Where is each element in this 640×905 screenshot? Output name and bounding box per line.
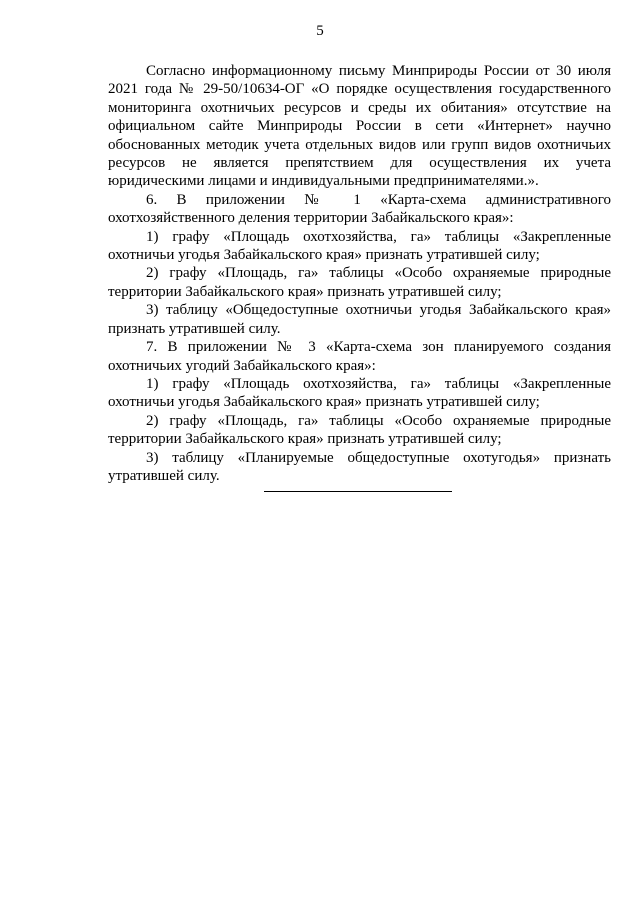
paragraph-item-7-sub-2: 2) графу «Площадь, га» таблицы «Особо охраняемые природные территории Забайкальского края» признать утратившей силу; [108,412,611,448]
paragraph-item-6-intro: 6. В приложении № 1 «Карта-схема административного охотхозяйственного деления территории Забайкальского края»: [108,191,611,227]
paragraph-item-6-sub-2: 2) графу «Площадь, га» таблицы «Особо охраняемые природные территории Забайкальского края» признать утратившей силу; [108,265,611,300]
paragraph-item-7-sub-3: 3) таблицу «Планируемые общедоступные охотугодья» признать утратившей силу. [108,449,611,484]
paragraph-item-6-sub-1: 1) графу «Площадь охотхозяйства, га» таблицы «Закрепленные охотничьи угодья Забайкальского края» признать утратившей силу; [108,228,611,264]
paragraph-monitoring-letter: Согласно информационному письму Минприроды России от 30 июля 2021 года № 29-50/10634-ОГ «О порядке осуществления государственного мониторинга охотничьих ресурсов и среды их обитания» отсутствие на официальном сайте Минприроды России в сети «Интернет» научно обоснованных методик учета отдельных видов или групп видов охотничьих ресурсов не является препятствием для осуществления их учета юридическими лицами и индивидуальными предпринимателями.». [108,63,611,190]
end-separator-line [264,491,452,492]
document-body [108,62,611,485]
paragraph-item-6-sub-3: 3) таблицу «Общедоступные охотничьи угодья Забайкальского края» признать утратившей силу. [108,302,611,337]
paragraph-item-7-sub-1: 1) графу «Площадь охотхозяйства, га» таблицы «Закрепленные охотничьи угодья Забайкальского края» признать утратившей силу; [108,375,611,411]
page-number: 5 [316,23,324,39]
paragraph-item-7-intro: 7. В приложении № 3 «Карта-схема зон планируемого создания охотничьих угодий Забайкальского края»: [108,339,611,374]
